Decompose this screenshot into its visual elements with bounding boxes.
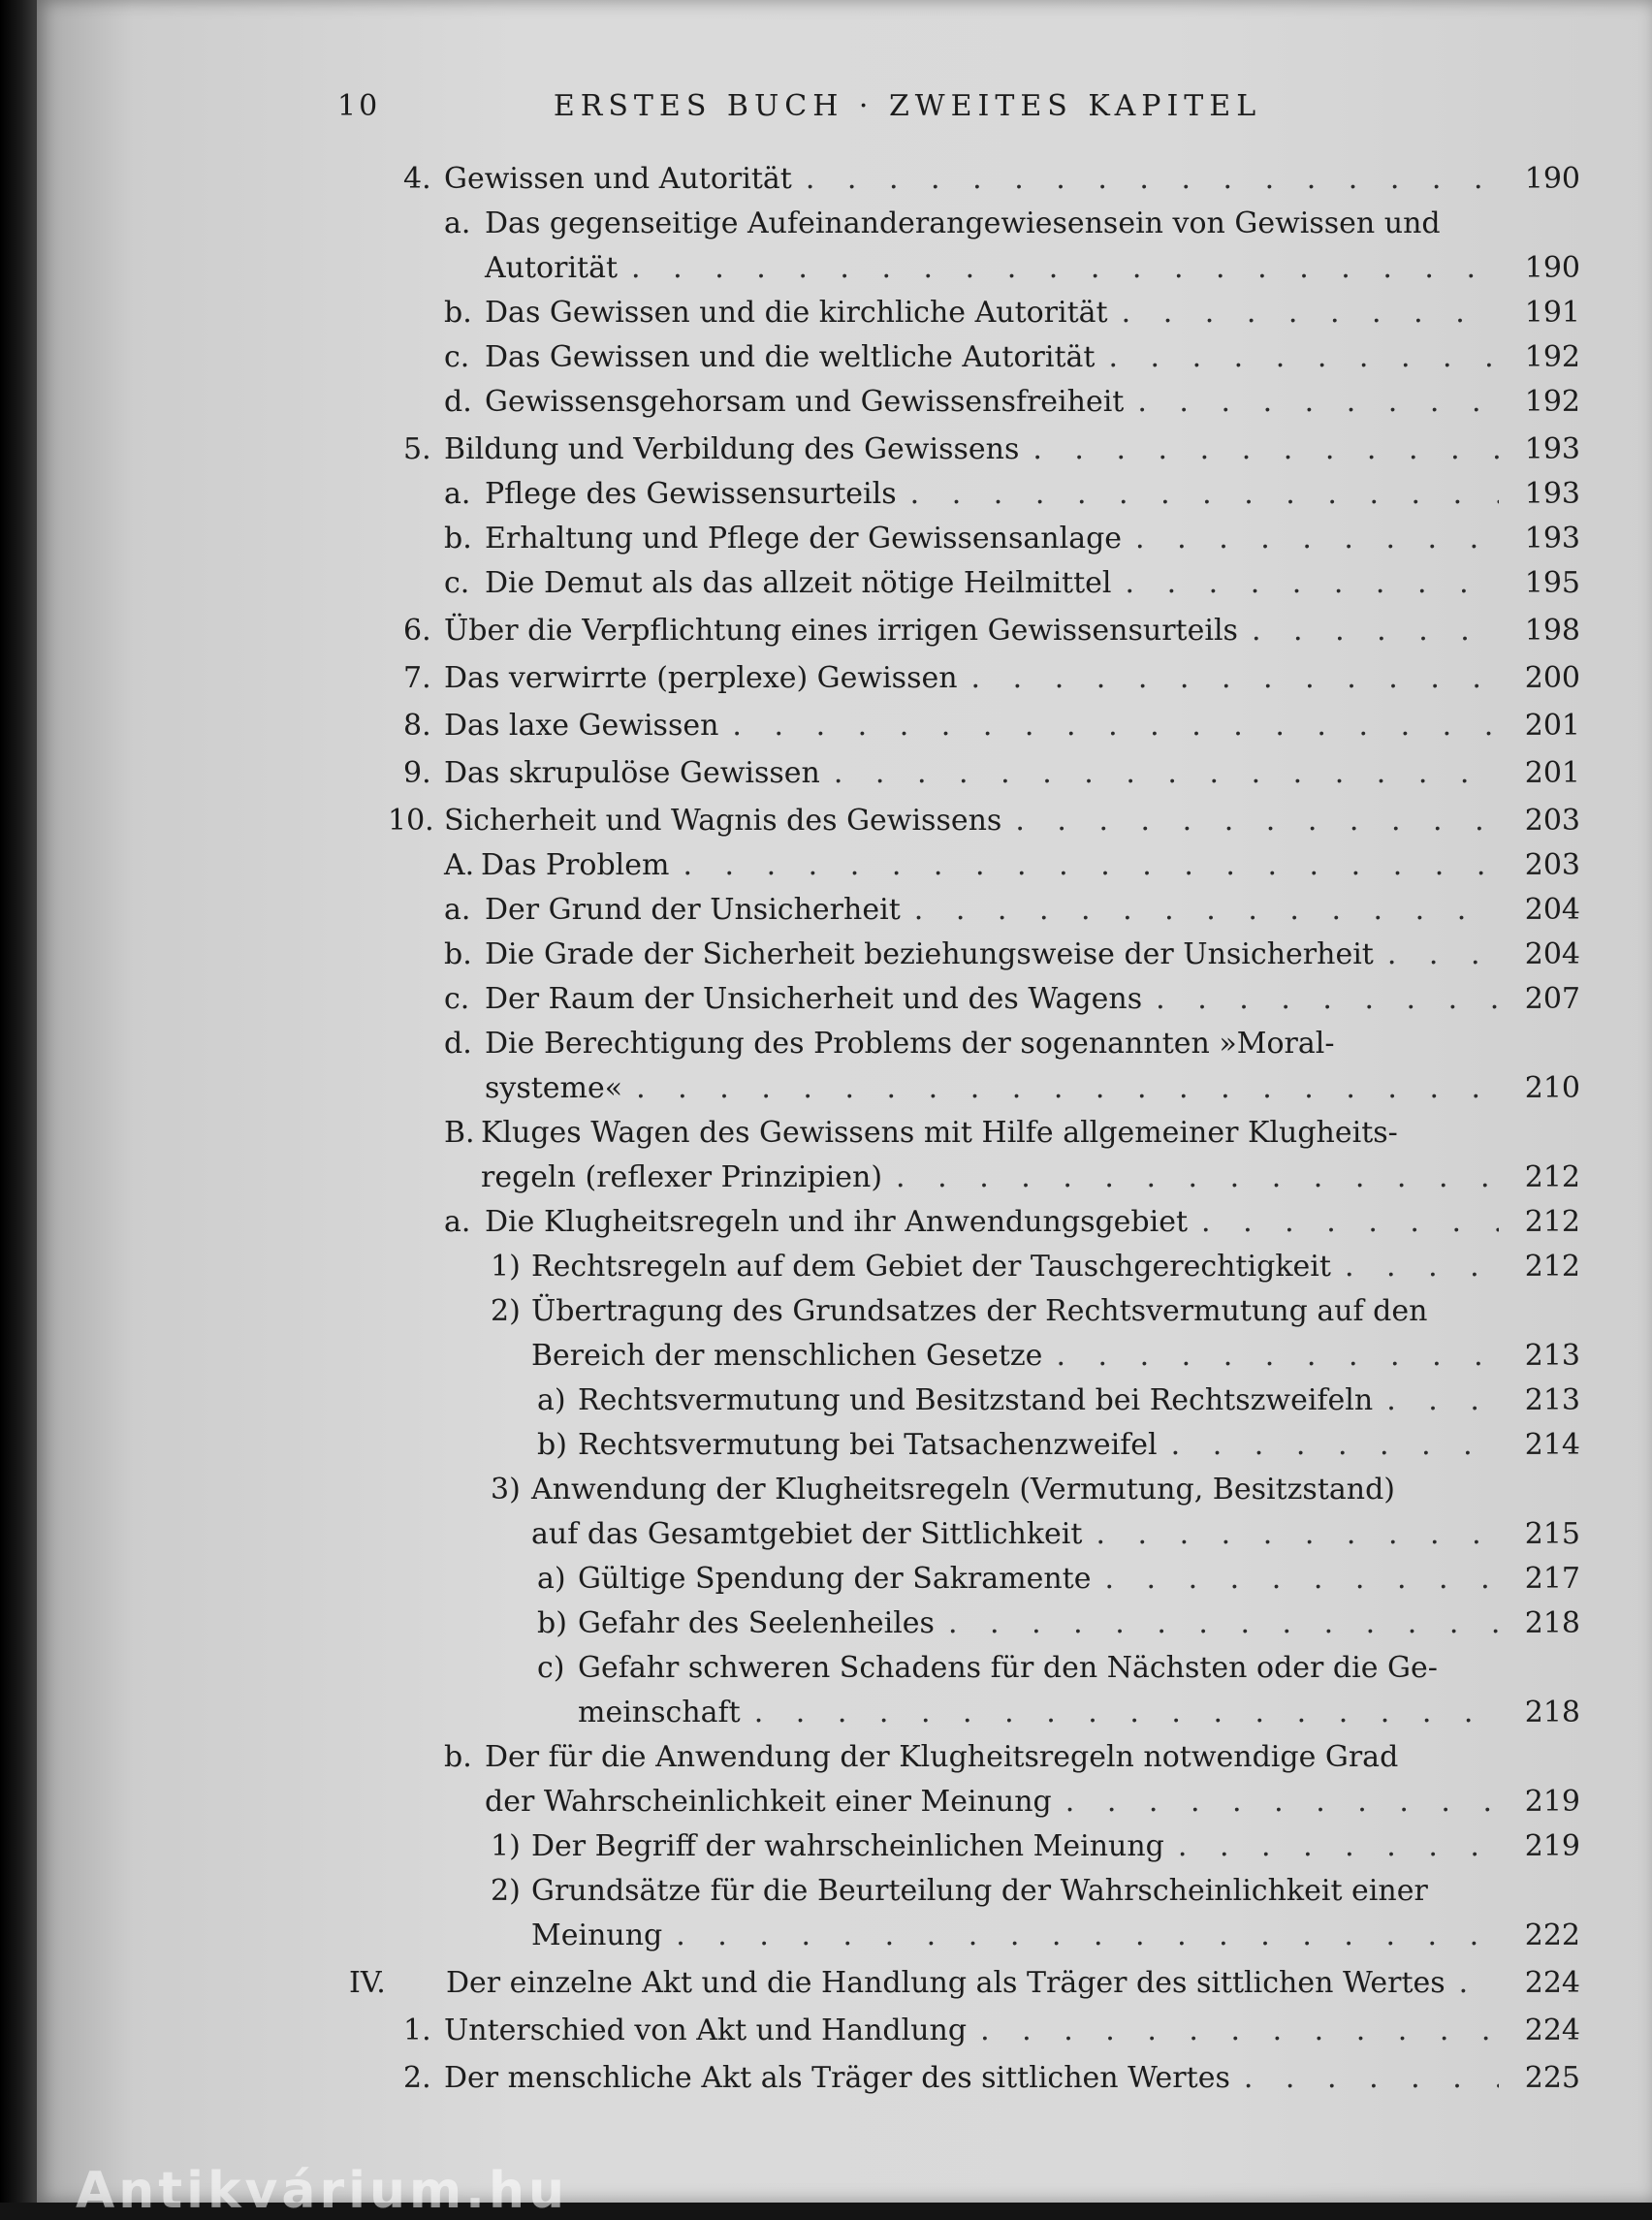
book-page bbox=[37, 0, 1652, 2220]
toc-entry-number: c. bbox=[444, 340, 470, 374]
dot-leader bbox=[1178, 1824, 1499, 1869]
toc-entry bbox=[396, 1200, 1580, 1245]
toc-entry-number: b) bbox=[537, 1606, 567, 1640]
toc-page-number: 224 bbox=[1524, 2014, 1580, 2047]
toc-entry bbox=[349, 1961, 1580, 2006]
toc-entry-number: 2. bbox=[403, 2061, 431, 2095]
table-of-contents bbox=[349, 157, 1580, 2101]
toc-page-number: 207 bbox=[1524, 982, 1580, 1016]
toc-entry-number: d. bbox=[444, 385, 472, 419]
toc-entry-number: 2) bbox=[491, 1294, 521, 1328]
dot-leader bbox=[914, 888, 1499, 933]
toc-entry-text: Übertragung des Grundsatzes der Rechtsvermutung auf den bbox=[531, 1294, 1428, 1328]
toc-entry-text: Bereich der menschlichen Gesetze bbox=[531, 1339, 1043, 1373]
toc-entry bbox=[396, 1646, 1580, 1735]
toc-entry-number: 5. bbox=[403, 432, 431, 466]
dot-leader bbox=[806, 157, 1499, 202]
toc-page-number: 190 bbox=[1524, 162, 1580, 196]
toc-entry-number: b. bbox=[444, 937, 472, 971]
toc-page-number: 192 bbox=[1524, 385, 1580, 419]
toc-entry-number: a. bbox=[444, 206, 471, 240]
page-number: 10 bbox=[337, 89, 381, 123]
toc-page-number: 203 bbox=[1524, 804, 1580, 838]
dot-leader bbox=[1015, 799, 1499, 843]
toc-entry-text: Der für die Anwendung der Klugheitsregeln notwendige Grad bbox=[485, 1740, 1399, 1774]
dot-leader bbox=[1032, 428, 1499, 472]
toc-page-number: 200 bbox=[1524, 661, 1580, 695]
toc-entry bbox=[396, 202, 1580, 291]
toc-entry-text: Kluges Wagen des Gewissens mit Hilfe allgemeiner Klugheits- bbox=[481, 1116, 1398, 1150]
toc-entry bbox=[396, 291, 1580, 335]
dot-leader bbox=[896, 1156, 1499, 1200]
book-spine-edge bbox=[0, 0, 37, 2203]
toc-entry-text: Gefahr des Seelenheiles bbox=[578, 1606, 935, 1640]
toc-entry-text: Der einzelne Akt und die Handlung als Träger des sittlichen Wertes bbox=[446, 1966, 1446, 2000]
dot-leader bbox=[834, 751, 1499, 796]
toc-entry bbox=[396, 1869, 1580, 1958]
toc-entry-text: Rechtsvermutung bei Tatsachenzweifel bbox=[578, 1428, 1158, 1462]
toc-entry bbox=[396, 335, 1580, 380]
dot-leader bbox=[1201, 1200, 1499, 1245]
toc-entry-text: Bildung und Verbildung des Gewissens bbox=[444, 432, 1020, 466]
toc-entry-text: Sicherheit und Wagnis des Gewissens bbox=[444, 804, 1002, 838]
toc-entry-text: Der Grund der Unsicherheit bbox=[485, 893, 901, 927]
toc-entry-number: b. bbox=[444, 522, 472, 555]
toc-page-number: 218 bbox=[1524, 1696, 1580, 1729]
toc-entry-text: Die Klugheitsregeln und ihr Anwendungsgebiet bbox=[485, 1205, 1189, 1239]
toc-entry bbox=[396, 1111, 1580, 1200]
toc-entry-number: c. bbox=[444, 566, 470, 600]
toc-entry-text: Über die Verpflichtung eines irrigen Gewissensurteils bbox=[444, 614, 1238, 648]
toc-page-number: 193 bbox=[1524, 522, 1580, 555]
toc-entry-text: Pflege des Gewissensurteils bbox=[485, 477, 897, 511]
toc-entry-text: Die Berechtigung des Problems der sogenannten »Moral- bbox=[485, 1027, 1335, 1061]
toc-entry-number: 2) bbox=[491, 1874, 521, 1908]
toc-entry-text: Der menschliche Akt als Träger des sittlichen Wertes bbox=[444, 2061, 1230, 2095]
toc-entry bbox=[396, 380, 1580, 425]
toc-entry-number: B. bbox=[444, 1116, 475, 1150]
dot-leader bbox=[1171, 1423, 1499, 1468]
toc-entry-text: meinschaft bbox=[578, 1696, 741, 1729]
toc-page-number: 204 bbox=[1524, 893, 1580, 927]
toc-entry-number: 8. bbox=[403, 709, 431, 743]
dot-leader bbox=[1126, 561, 1500, 606]
toc-entry-number: b. bbox=[444, 296, 472, 330]
dot-leader bbox=[1387, 933, 1499, 977]
toc-page-number: 201 bbox=[1524, 756, 1580, 790]
toc-entry-number: a. bbox=[444, 477, 471, 511]
toc-entry-number: a) bbox=[537, 1562, 566, 1596]
toc-entry-number: 4. bbox=[403, 162, 431, 196]
dot-leader bbox=[1108, 335, 1499, 380]
toc-entry bbox=[396, 2056, 1580, 2101]
toc-page-number: 218 bbox=[1524, 1606, 1580, 1640]
toc-entry-text: Unterschied von Akt und Handlung bbox=[444, 2014, 968, 2047]
toc-entry-text: Grundsätze für die Beurteilung der Wahrscheinlichkeit einer bbox=[531, 1874, 1428, 1908]
toc-page-number: 217 bbox=[1524, 1562, 1580, 1596]
dot-leader bbox=[1252, 609, 1499, 653]
toc-page-number: 213 bbox=[1524, 1339, 1580, 1373]
toc-entry bbox=[396, 1245, 1580, 1289]
dot-leader bbox=[1056, 1334, 1499, 1379]
toc-entry bbox=[396, 933, 1580, 977]
dot-leader bbox=[971, 656, 1499, 701]
toc-page-number: 192 bbox=[1524, 340, 1580, 374]
dot-leader bbox=[980, 2009, 1499, 2053]
toc-page-number: 203 bbox=[1524, 848, 1580, 882]
toc-entry-number: A. bbox=[444, 848, 475, 882]
dot-leader bbox=[1345, 1245, 1499, 1289]
dot-leader bbox=[1459, 1961, 1499, 2006]
toc-entry-text: Das Gewissen und die kirchliche Autorität bbox=[485, 296, 1108, 330]
toc-entry bbox=[388, 799, 1580, 843]
toc-entry-text: Rechtsregeln auf dem Gebiet der Tauschgerechtigkeit bbox=[531, 1250, 1331, 1284]
toc-page-number: 191 bbox=[1524, 296, 1580, 330]
toc-entry-text: Erhaltung und Pflege der Gewissensanlage bbox=[485, 522, 1123, 555]
dot-leader bbox=[1135, 517, 1499, 561]
toc-entry-text: Meinung bbox=[531, 1919, 663, 1952]
toc-entry-text: Anwendung der Klugheitsregeln (Vermutung, Besitzstand) bbox=[531, 1473, 1395, 1506]
toc-page-number: 210 bbox=[1524, 1071, 1580, 1105]
toc-entry-number: 1) bbox=[491, 1829, 521, 1863]
toc-entry-number: 6. bbox=[403, 614, 431, 648]
toc-page-number: 212 bbox=[1524, 1205, 1580, 1239]
toc-page-number: 215 bbox=[1524, 1517, 1580, 1551]
toc-entry-text: Das laxe Gewissen bbox=[444, 709, 719, 743]
toc-entry-text: Das gegenseitige Aufeinanderangewiesensein von Gewissen und bbox=[485, 206, 1441, 240]
toc-page-number: 212 bbox=[1524, 1160, 1580, 1194]
toc-entry bbox=[396, 1602, 1580, 1646]
toc-entry bbox=[396, 751, 1580, 796]
toc-entry bbox=[396, 561, 1580, 606]
toc-entry bbox=[396, 1735, 1580, 1824]
toc-entry-number: d. bbox=[444, 1027, 472, 1061]
toc-entry bbox=[396, 1824, 1580, 1869]
toc-entry-number: c. bbox=[444, 982, 470, 1016]
toc-entry-text: Der Begriff der wahrscheinlichen Meinung bbox=[531, 1829, 1164, 1863]
toc-entry-text: systeme« bbox=[485, 1071, 623, 1105]
dot-leader bbox=[1244, 2056, 1499, 2101]
toc-entry-text: Das Problem bbox=[481, 848, 670, 882]
dot-leader bbox=[631, 246, 1499, 291]
toc-entry bbox=[396, 656, 1580, 701]
toc-page-number: 190 bbox=[1524, 251, 1580, 285]
dot-leader bbox=[676, 1914, 1499, 1958]
toc-entry-number: 10. bbox=[388, 804, 434, 838]
toc-entry bbox=[396, 1289, 1580, 1379]
toc-entry-number: a. bbox=[444, 1205, 471, 1239]
toc-entry-number: 1) bbox=[491, 1250, 521, 1284]
toc-page-number: 214 bbox=[1524, 1428, 1580, 1462]
toc-entry-number: a) bbox=[537, 1383, 566, 1417]
dot-leader bbox=[1065, 1780, 1499, 1824]
toc-entry-text: Gewissensgehorsam und Gewissensfreiheit bbox=[485, 385, 1125, 419]
dot-leader bbox=[683, 843, 1499, 888]
toc-entry bbox=[396, 1022, 1580, 1111]
watermark: Antikvárium.hu bbox=[76, 2162, 568, 2220]
toc-entry bbox=[396, 609, 1580, 653]
toc-entry-text: auf das Gesamtgebiet der Sittlichkeit bbox=[531, 1517, 1083, 1551]
toc-entry bbox=[396, 843, 1580, 888]
toc-entry-number: 7. bbox=[403, 661, 431, 695]
toc-entry bbox=[396, 517, 1580, 561]
toc-page-number: 195 bbox=[1524, 566, 1580, 600]
toc-entry-text: Das Gewissen und die weltliche Autorität bbox=[485, 340, 1096, 374]
toc-page-number: 219 bbox=[1524, 1785, 1580, 1819]
toc-page-number: 219 bbox=[1524, 1829, 1580, 1863]
toc-entry-text: Das verwirrte (perplexe) Gewissen bbox=[444, 661, 958, 695]
toc-entry-number: 9. bbox=[403, 756, 431, 790]
toc-entry-number: a. bbox=[444, 893, 471, 927]
dot-leader bbox=[910, 472, 1499, 517]
dot-leader bbox=[1386, 1379, 1499, 1423]
toc-entry bbox=[396, 888, 1580, 933]
toc-entry-text: Die Demut als das allzeit nötige Heilmittel bbox=[485, 566, 1112, 600]
toc-page-number: 225 bbox=[1524, 2061, 1580, 2095]
toc-page-number: 193 bbox=[1524, 432, 1580, 466]
running-title: ERSTES BUCH · ZWEITES KAPITEL bbox=[553, 89, 1262, 123]
toc-entry-number: 1. bbox=[403, 2014, 431, 2047]
dot-leader bbox=[1122, 291, 1499, 335]
toc-entry-text: Rechtsvermutung und Besitzstand bei Rechtszweifeln bbox=[578, 1383, 1374, 1417]
toc-page-number: 212 bbox=[1524, 1250, 1580, 1284]
toc-entry-text: Gefahr schweren Schadens für den Nächsten oder die Ge- bbox=[578, 1651, 1438, 1685]
toc-page-number: 224 bbox=[1524, 1966, 1580, 2000]
toc-page-number: 193 bbox=[1524, 477, 1580, 511]
dot-leader bbox=[948, 1602, 1499, 1646]
toc-page-number: 201 bbox=[1524, 709, 1580, 743]
toc-entry-text: Die Grade der Sicherheit beziehungsweise der Unsicherheit bbox=[485, 937, 1374, 971]
toc-entry bbox=[396, 1468, 1580, 1557]
toc-entry bbox=[396, 704, 1580, 748]
toc-entry bbox=[396, 1379, 1580, 1423]
toc-entry-text: Das skrupulöse Gewissen bbox=[444, 756, 820, 790]
toc-entry-number: IV. bbox=[349, 1966, 386, 2000]
toc-page-number: 198 bbox=[1524, 614, 1580, 648]
toc-entry-number: 3) bbox=[491, 1473, 521, 1506]
dot-leader bbox=[1156, 977, 1499, 1022]
dot-leader bbox=[1096, 1512, 1499, 1557]
toc-entry bbox=[396, 1557, 1580, 1602]
toc-entry bbox=[396, 157, 1580, 202]
toc-entry-text: Gültige Spendung der Sakramente bbox=[578, 1562, 1092, 1596]
running-header bbox=[337, 89, 1477, 138]
toc-page-number: 204 bbox=[1524, 937, 1580, 971]
toc-entry-text: der Wahrscheinlichkeit einer Meinung bbox=[485, 1785, 1052, 1819]
toc-page-number: 213 bbox=[1524, 1383, 1580, 1417]
dot-leader bbox=[1104, 1557, 1499, 1602]
toc-entry-number: c) bbox=[537, 1651, 565, 1685]
toc-entry bbox=[396, 1423, 1580, 1468]
toc-page-number: 222 bbox=[1524, 1919, 1580, 1952]
toc-entry-text: regeln (reflexer Prinzipien) bbox=[481, 1160, 883, 1194]
toc-entry bbox=[396, 472, 1580, 517]
toc-entry-text: Der Raum der Unsicherheit und des Wagens bbox=[485, 982, 1143, 1016]
toc-entry bbox=[396, 2009, 1580, 2053]
dot-leader bbox=[732, 704, 1499, 748]
dot-leader bbox=[636, 1066, 1499, 1111]
toc-entry-number: b) bbox=[537, 1428, 567, 1462]
toc-entry bbox=[396, 428, 1580, 472]
toc-entry-text: Gewissen und Autorität bbox=[444, 162, 792, 196]
dot-leader bbox=[754, 1691, 1499, 1735]
toc-entry bbox=[396, 977, 1580, 1022]
toc-entry-text: Autorität bbox=[485, 251, 619, 285]
dot-leader bbox=[1137, 380, 1499, 425]
toc-entry-number: b. bbox=[444, 1740, 472, 1774]
